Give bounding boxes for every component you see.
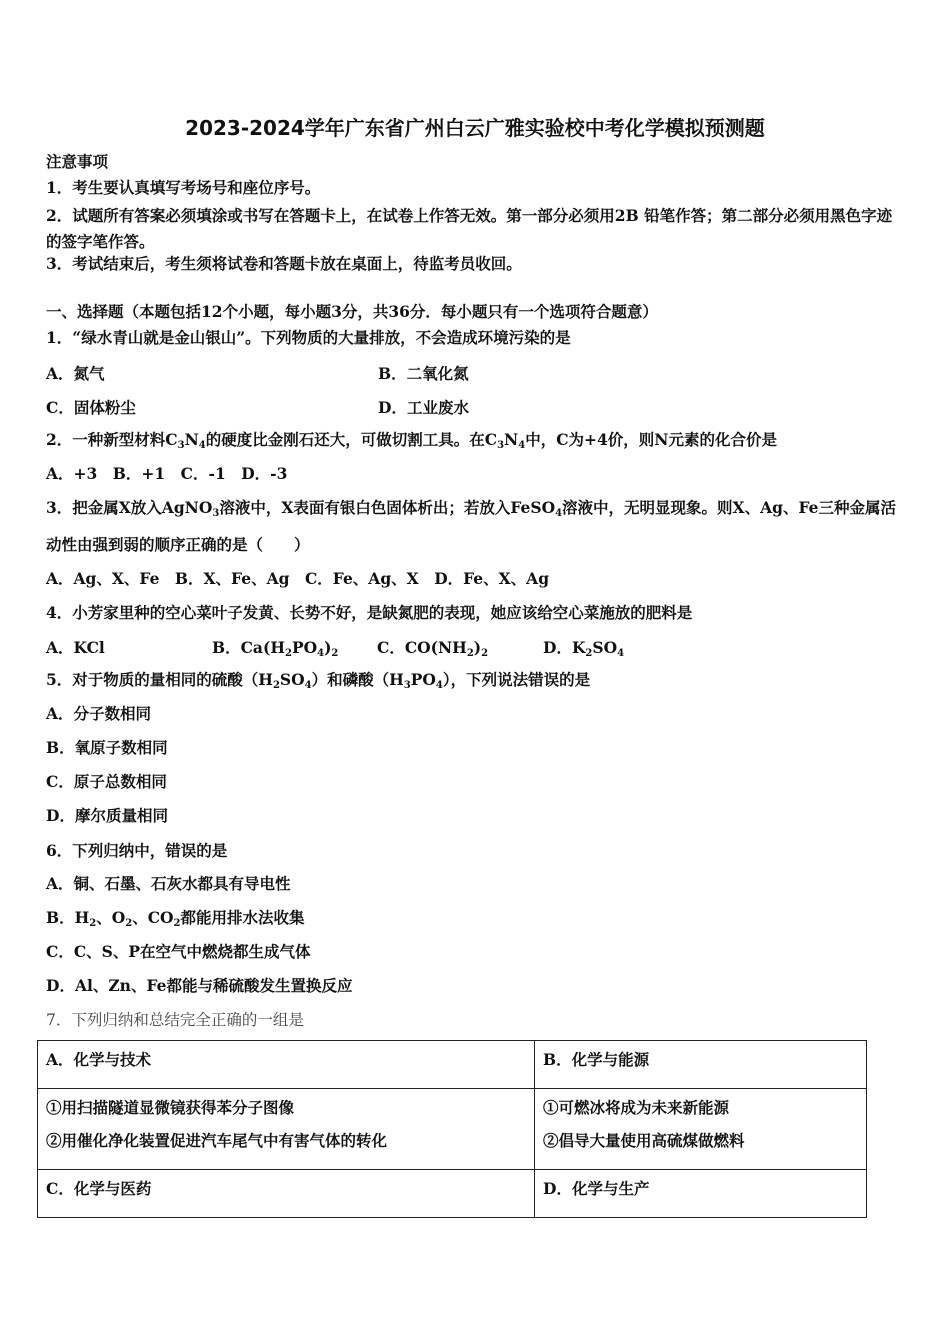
q5-option-b[interactable]: B．氧原子数相同 [46, 738, 168, 757]
q6-option-c[interactable]: C．C、S、P在空气中燃烧都生成气体 [46, 942, 311, 961]
q5-option-a[interactable]: A．分子数相同 [46, 704, 152, 723]
q1-option-a[interactable]: A．氮气 [46, 364, 105, 383]
q7-cell-d-head[interactable]: D．化学与生产 [535, 1170, 867, 1218]
q7-cell-b-body [535, 1089, 867, 1170]
q7-stem: 7．下列归纳和总结完全正确的一组是 [46, 1011, 304, 1029]
q4-option-b[interactable]: B．$Ca(H_2PO_4)_2$ [212, 638, 339, 659]
q6-option-a[interactable]: A．铜、石墨、石灰水都具有导电性 [46, 874, 291, 893]
q1-option-d[interactable]: D．工业废水 [378, 398, 469, 417]
q5-option-c[interactable]: C．原子总数相同 [46, 772, 167, 791]
notice-item-3: 3．考试结束后，考生须将试卷和答题卡放在桌面上，待监考员收回。 [46, 254, 522, 273]
q5-option-d[interactable]: D．摩尔质量相同 [46, 806, 168, 825]
section-heading: 一、选择题（本题包括12个小题，每小题3分，共36分．每小题只有一个选项符合题意） [46, 302, 658, 321]
q7-b-item-1: ①可燃冰将成为未来新能源 [543, 1098, 730, 1117]
q4-option-d[interactable]: D．$K_2SO_4$ [543, 638, 625, 659]
q6-option-d[interactable]: D．Al、Zn、Fe都能与稀硫酸发生置换反应 [46, 976, 353, 995]
notice-item-1: 1．考生要认真填写考场号和座位序号。 [46, 178, 321, 197]
q7-a-item-2: ②用催化净化装置促进汽车尾气中有害气体的转化 [46, 1131, 388, 1150]
q3-options[interactable]: A．Ag、X、Fe B．X、Fe、Ag C．Fe、Ag、X D．Fe、X、Ag [46, 569, 550, 588]
q7-cell-b-head[interactable]: B．化学与能源 [535, 1041, 867, 1089]
q3-stem-line2: 动性由强到弱的顺序正确的是（ ） [46, 535, 310, 554]
q3-stem: 3．把金属X放入AgNO$_3$溶液中，X表面有银白色固体析出；若放入FeSO$_4$溶液中，无明显现象。则X、Ag、Fe三种金属活 [46, 498, 896, 519]
q4-stem: 4．小芳家里种的空心菜叶子发黄、长势不好，是缺氮肥的表现，她应该给空心菜施放的肥料是 [46, 603, 693, 622]
q4-option-a[interactable]: A．KCl [46, 638, 105, 657]
page-title: 2023-2024学年广东省广州白云广雅实验校中考化学模拟预测题 [185, 116, 765, 140]
q1-stem: 1．“绿水青山就是金山银山”。下列物质的大量排放，不会造成环境污染的是 [46, 328, 571, 347]
q5-stem: 5．对于物质的量相同的硫酸$(H_2SO_4)$和磷酸$(H_3PO_4)$，下列说法错误的是 [46, 670, 591, 691]
q7-b-item-2: ②倡导大量使用高硫煤做燃料 [543, 1131, 745, 1150]
q7-a-item-1: ①用扫描隧道显微镜获得苯分子图像 [46, 1098, 295, 1117]
q6-stem: 6．下列归纳中，错误的是 [46, 841, 228, 860]
q2-options[interactable]: A．+3 B．+1 C．-1 D．-3 [46, 464, 288, 483]
notice-item-2: 2．试题所有答案必须填涂或书写在答题卡上，在试卷上作答无效。第一部分必须用2B 铅笔作答；第二部分必须用黑色字迹的签字笔作答。 [46, 206, 893, 251]
q7-cell-a-body [38, 1089, 535, 1170]
q1-option-b[interactable]: B．二氧化氮 [378, 364, 469, 383]
q7-cell-c-head[interactable]: C．化学与医药 [38, 1170, 535, 1218]
notice-heading: 注意事项 [46, 152, 109, 171]
q7-cell-a-head[interactable]: A．化学与技术 [38, 1041, 535, 1089]
q6-option-b[interactable]: B．$H_2$、$O_2$、$CO_2$都能用排水法收集 [46, 908, 305, 929]
q1-option-c[interactable]: C．固体粉尘 [46, 398, 136, 417]
q7-table [37, 1040, 867, 1218]
q4-option-c[interactable]: C．$CO(NH_2)_2$ [377, 638, 489, 659]
q2-stem-text: 2．一种新型材料$C_3N_4$的硬度比金刚石还大，可做切割工具。在$C_3N_4$中，C为+4价，则N元素的化合价是 [46, 430, 777, 456]
